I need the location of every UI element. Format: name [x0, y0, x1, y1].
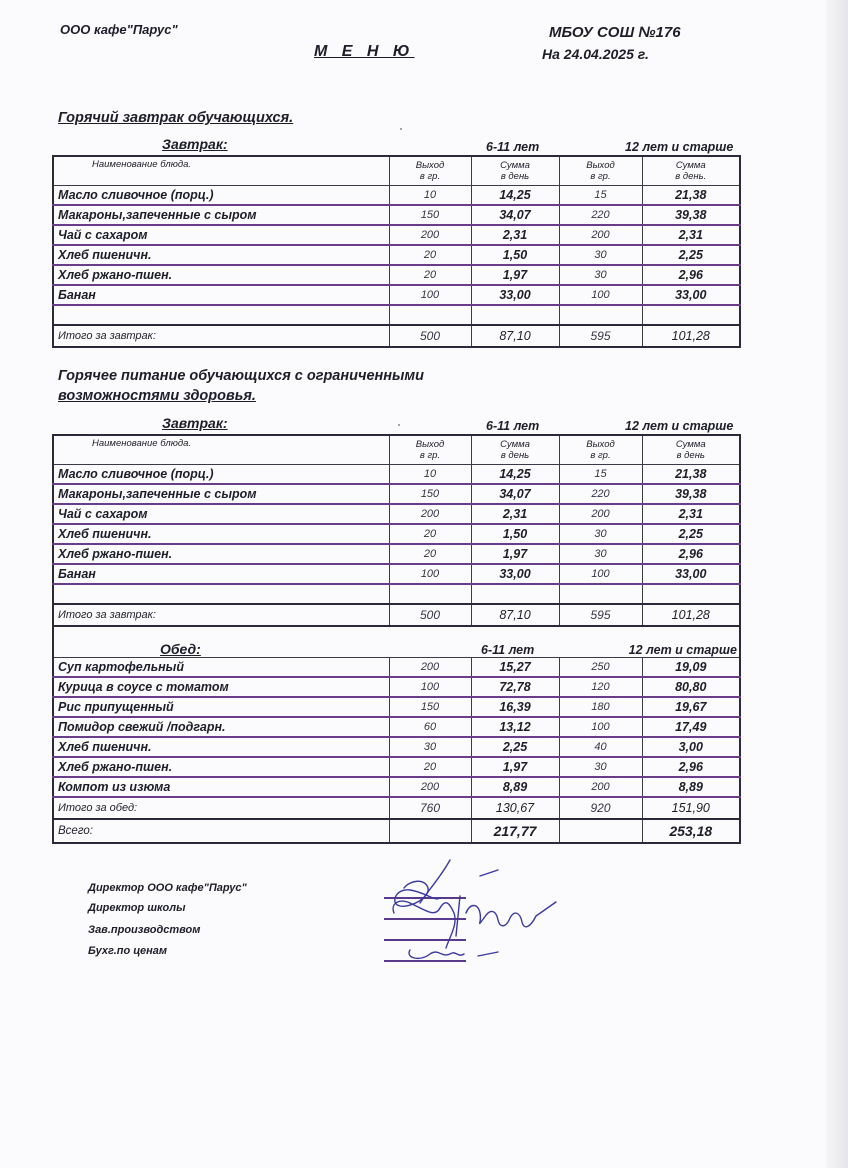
breakfast-table [52, 155, 741, 348]
grand-total-label: Всего: [53, 819, 389, 843]
grams-6-11: 200 [389, 658, 471, 678]
grams-6-11: 10 [389, 186, 471, 206]
grams-12-plus: 30 [559, 757, 642, 777]
company-name: ООО кафе"Парус" [60, 22, 178, 37]
sum-12-plus: 39,38 [642, 484, 740, 504]
grand-total-sum2: 253,18 [642, 819, 740, 843]
sum-6-11: 72,78 [471, 677, 559, 697]
table-row [53, 465, 740, 485]
sum-6-11: 1,97 [471, 757, 559, 777]
col-header-sum1: Сумма в день [471, 435, 559, 465]
sum-6-11: 15,27 [471, 658, 559, 678]
section2-age-group-2: 12 лет и старше [625, 419, 734, 433]
sum-6-11: 13,12 [471, 717, 559, 737]
dish-name: Помидор свежий /подгарн. [53, 717, 389, 737]
section1-age-group-2: 12 лет и старше [625, 140, 734, 154]
col-header-grams2: Выход в гр. [559, 156, 642, 186]
total-sum1: 87,10 [471, 604, 559, 626]
total-row [53, 604, 740, 626]
sum-12-plus: 2,25 [642, 524, 740, 544]
table-row [53, 504, 740, 524]
dish-name: Хлеб ржано-пшен. [53, 544, 389, 564]
grams-12-plus: 180 [559, 697, 642, 717]
lunch-age-group-2: 12 лет и старше [628, 643, 737, 657]
school-name: МБОУ СОШ №176 [549, 24, 681, 41]
dish-name: Банан [53, 285, 389, 305]
table-row [53, 484, 740, 504]
grams-12-plus: 250 [559, 658, 642, 678]
lunch-age-group-1: 6-11 лет [481, 643, 535, 657]
dish-name: Хлеб пшеничн. [53, 245, 389, 265]
empty-row [53, 584, 740, 604]
grams-12-plus: 15 [559, 186, 642, 206]
dish-name: Макароны,запеченные с сыром [53, 205, 389, 225]
dish-name: Хлеб пшеничн. [53, 737, 389, 757]
lunch-age-group-1-cell [471, 626, 559, 658]
sum-6-11: 34,07 [471, 205, 559, 225]
section2-meal-label: Завтрак: [162, 415, 228, 431]
dish-name: Хлеб пшеничн. [53, 524, 389, 544]
dish-name: Масло сливочное (порц.) [53, 186, 389, 206]
grams-6-11: 20 [389, 544, 471, 564]
dish-name: Чай с сахаром [53, 225, 389, 245]
grams-6-11: 10 [389, 465, 471, 485]
menu-date: На 24.04.2025 г. [542, 46, 649, 62]
special-needs-table [52, 434, 741, 844]
col-header-sum1: Сумма в день [471, 156, 559, 186]
total-row [53, 325, 740, 347]
table-row [53, 544, 740, 564]
grams-12-plus: 30 [559, 524, 642, 544]
grams-6-11: 100 [389, 285, 471, 305]
table-row [53, 225, 740, 245]
sum-6-11: 14,25 [471, 186, 559, 206]
signatory-production-manager: Зав.производством [88, 924, 201, 936]
grams-12-plus: 200 [559, 777, 642, 797]
dish-name: Макароны,запеченные с сыром [53, 484, 389, 504]
section2-title-line1: Горячее питание обучающихся с ограниченными [58, 368, 424, 384]
sum-12-plus: 2,96 [642, 757, 740, 777]
table-row [53, 265, 740, 285]
grams-12-plus: 220 [559, 205, 642, 225]
col-header-grams1: Выход в гр. [389, 156, 471, 186]
grams-6-11: 20 [389, 524, 471, 544]
grams-12-plus: 100 [559, 564, 642, 584]
table-row [53, 205, 740, 225]
sum-12-plus: 21,38 [642, 186, 740, 206]
grams-6-11: 60 [389, 717, 471, 737]
sum-6-11: 2,25 [471, 737, 559, 757]
signatory-school-director: Директор школы [88, 902, 186, 914]
dish-name: Рис припущенный [53, 697, 389, 717]
table-row [53, 524, 740, 544]
sum-6-11: 33,00 [471, 564, 559, 584]
total-sum2: 101,28 [642, 325, 740, 347]
col-header-name: Наименование блюда. [53, 435, 389, 465]
grams-6-11: 20 [389, 245, 471, 265]
sum-12-plus: 2,31 [642, 225, 740, 245]
table-row [53, 245, 740, 265]
sum-12-plus: 8,89 [642, 777, 740, 797]
total-grams2: 595 [559, 604, 642, 626]
col-header-grams1: Выход в гр. [389, 435, 471, 465]
grams-6-11: 100 [389, 564, 471, 584]
sum-12-plus: 2,31 [642, 504, 740, 524]
dish-name: Чай с сахаром [53, 504, 389, 524]
grams-12-plus: 40 [559, 737, 642, 757]
dish-name: Хлеб ржано-пшен. [53, 757, 389, 777]
grams-12-plus: 30 [559, 265, 642, 285]
col-header-sum2: Сумма в день [642, 435, 740, 465]
grams-6-11: 200 [389, 504, 471, 524]
scan-speck [400, 128, 402, 130]
sum-6-11: 16,39 [471, 697, 559, 717]
sum-12-plus: 2,96 [642, 544, 740, 564]
section1-meal-label: Завтрак: [162, 136, 228, 152]
grams-6-11: 20 [389, 265, 471, 285]
sum-12-plus: 33,00 [642, 564, 740, 584]
grams-12-plus: 30 [559, 544, 642, 564]
grand-total-sum1: 217,77 [471, 819, 559, 843]
total-grams1: 500 [389, 604, 471, 626]
grams-6-11: 100 [389, 677, 471, 697]
sum-6-11: 14,25 [471, 465, 559, 485]
grams-6-11: 200 [389, 225, 471, 245]
signatory-accountant: Бухг.по ценам [88, 945, 167, 957]
handwritten-signature [380, 858, 570, 973]
sum-12-plus: 3,00 [642, 737, 740, 757]
table-row [53, 658, 740, 678]
section2-title-line2: возможностями здоровья. [58, 388, 256, 404]
lunch-total-label: Итого за обед: [53, 797, 389, 819]
grams-12-plus: 30 [559, 245, 642, 265]
sum-6-11: 2,31 [471, 225, 559, 245]
sum-6-11: 1,97 [471, 544, 559, 564]
table-row [53, 777, 740, 797]
grams-12-plus: 15 [559, 465, 642, 485]
section1-age-group-1: 6-11 лет [486, 140, 540, 154]
total-label: Итого за завтрак: [53, 604, 389, 626]
grand-total-row [53, 819, 740, 843]
grams-6-11: 150 [389, 205, 471, 225]
sum-12-plus: 33,00 [642, 285, 740, 305]
lunch-total-sum1: 130,67 [471, 797, 559, 819]
total-grams1: 500 [389, 325, 471, 347]
col-header-sum2: Сумма в день. [642, 156, 740, 186]
sum-12-plus: 2,25 [642, 245, 740, 265]
grams-12-plus: 200 [559, 504, 642, 524]
lunch-total-sum2: 151,90 [642, 797, 740, 819]
sum-6-11: 2,31 [471, 504, 559, 524]
dish-name: Масло сливочное (порц.) [53, 465, 389, 485]
lunch-total-grams1: 760 [389, 797, 471, 819]
table-row [53, 564, 740, 584]
dish-name: Банан [53, 564, 389, 584]
signatory-cafe-director: Директор ООО кафе"Парус" [88, 882, 247, 894]
sum-12-plus: 19,09 [642, 658, 740, 678]
scan-speck [398, 424, 400, 426]
sum-6-11: 1,97 [471, 265, 559, 285]
lunch-meal-label-cell [53, 626, 389, 658]
total-sum1: 87,10 [471, 325, 559, 347]
grams-12-plus: 120 [559, 677, 642, 697]
sum-12-plus: 39,38 [642, 205, 740, 225]
table-row [53, 677, 740, 697]
sum-12-plus: 19,67 [642, 697, 740, 717]
lunch-meal-label: Обед: [160, 641, 201, 657]
grams-6-11: 20 [389, 757, 471, 777]
sum-6-11: 1,50 [471, 524, 559, 544]
grams-12-plus: 200 [559, 225, 642, 245]
lunch-header-row [53, 626, 740, 658]
dish-name: Хлеб ржано-пшен. [53, 265, 389, 285]
col-header-name: Наименование блюда. [53, 156, 389, 186]
sum-6-11: 1,50 [471, 245, 559, 265]
lunch-total-row [53, 797, 740, 819]
grams-12-plus: 100 [559, 717, 642, 737]
table-row [53, 757, 740, 777]
grams-6-11: 150 [389, 697, 471, 717]
scan-edge-shadow [826, 0, 848, 1168]
table-row [53, 186, 740, 206]
empty-row [53, 305, 740, 325]
sum-6-11: 8,89 [471, 777, 559, 797]
sum-6-11: 33,00 [471, 285, 559, 305]
sum-12-plus: 2,96 [642, 265, 740, 285]
grams-12-plus: 220 [559, 484, 642, 504]
lunch-age-group-2-cell [559, 626, 740, 658]
table-row [53, 717, 740, 737]
dish-name: Суп картофельный [53, 658, 389, 678]
table-header-row [53, 435, 740, 465]
sum-12-plus: 21,38 [642, 465, 740, 485]
table-header-row [53, 156, 740, 186]
grams-6-11: 200 [389, 777, 471, 797]
total-grams2: 595 [559, 325, 642, 347]
grams-6-11: 30 [389, 737, 471, 757]
dish-name: Курица в соусе с томатом [53, 677, 389, 697]
col-header-grams2: Выход в гр. [559, 435, 642, 465]
section2-age-group-1: 6-11 лет [486, 419, 540, 433]
total-label: Итого за завтрак: [53, 325, 389, 347]
sum-12-plus: 80,80 [642, 677, 740, 697]
page-title: М Е Н Ю [314, 43, 415, 60]
table-row [53, 737, 740, 757]
sum-6-11: 34,07 [471, 484, 559, 504]
total-sum2: 101,28 [642, 604, 740, 626]
grams-12-plus: 100 [559, 285, 642, 305]
grams-6-11: 150 [389, 484, 471, 504]
table-row [53, 697, 740, 717]
lunch-total-grams2: 920 [559, 797, 642, 819]
sum-12-plus: 17,49 [642, 717, 740, 737]
section1-title: Горячий завтрак обучающихся. [58, 110, 294, 126]
dish-name: Компот из изюма [53, 777, 389, 797]
table-row [53, 285, 740, 305]
